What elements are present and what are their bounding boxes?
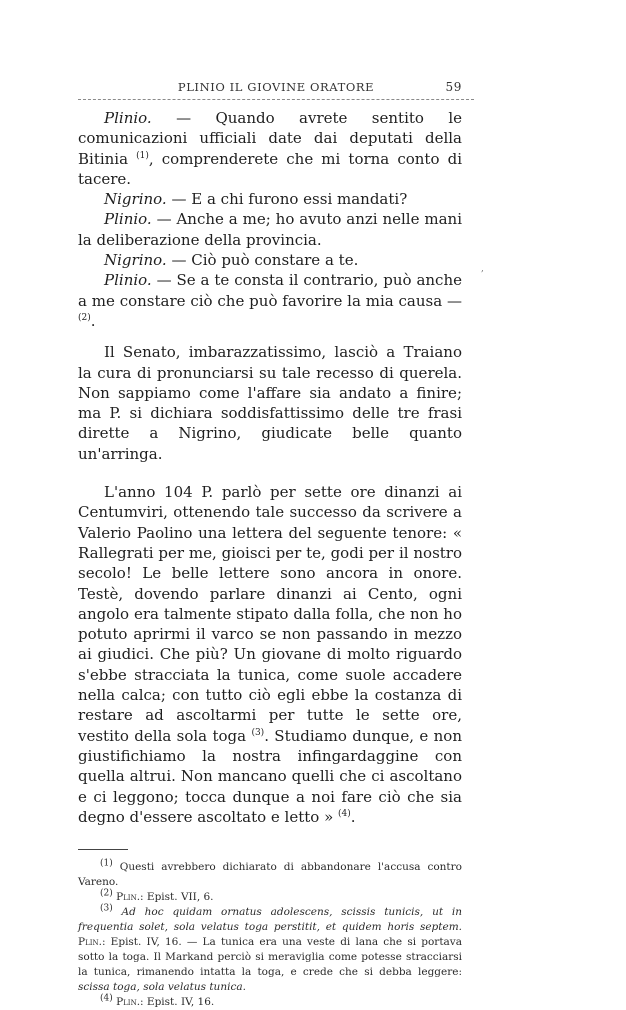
- paragraph-gap: [78, 464, 462, 482]
- footnote-text: Questi avrebbero dichiarato di abbandonare l'accusa contro Vareno.: [78, 861, 462, 889]
- paragraph-centumviri: [78, 482, 462, 827]
- paragraph-text: L'anno 104 P. parlò per sette ore dinanzi ai Centumviri, ottenendo tale successo da scrivere a Valerio Paolino una lettera del seguente tenore: « Rallegrati per me, gioisci per te, godi per il nostro secolo! Le belle lettere sono ancora in onore. Testè, dovendo parlare dinanzi ai Cento, ogni angolo era talmente stipato dalla folla, che non ho potuto aprirmi il varco se non passando in mezzo ai giudici. Che più? Un giovane di molto riguardo s'ebbe stracciata la tunica, come suole accadere nella calca; con tutto ciò egli ebbe la costanza di restare ad ascoltarmi per tutte le sette ore, vestito della sola toga: [78, 483, 462, 745]
- footnote-emendation: scissa toga, sola velatus tunica: [78, 981, 243, 994]
- footnote-ref: (1): [136, 150, 149, 161]
- footnote-number: (2): [100, 888, 113, 899]
- footnote-text: .: [242, 981, 246, 994]
- dialogue-line: [78, 108, 462, 189]
- footnote-ref: (2): [78, 312, 91, 323]
- footnote-number: (3): [100, 903, 113, 914]
- dialogue-text: — Se a te consta il contrario, può anche a me constare ciò che può favorire la mia causa —: [78, 271, 462, 310]
- header-title: PLINIO IL GIOVINE ORATORE: [177, 80, 375, 94]
- dialogue-text: — Ciò può constare a te.: [166, 251, 359, 270]
- speaker: Nigrino.: [104, 251, 167, 270]
- paragraph-gap: [78, 331, 462, 342]
- footnote-abbr: Plin.: [78, 936, 102, 949]
- footnote-2: [78, 890, 462, 905]
- dialogue-text: — Quando avrete sentito le comunicazioni ufficiali date dai deputati della Bitinia: [78, 109, 462, 168]
- dialogue-line: [78, 250, 462, 270]
- dialogue-line: [78, 209, 462, 250]
- paragraph-senato: Il Senato, imbarazzatissimo, lasciò a Traiano la cura di pronunciarsi su tale recesso di querela. Non sappiamo come l'affare sia andato a finire; ma P. si dichiara soddisfattissimo delle tre frasi dirette a Nigrino, giudicate belle quanto un'arringa.: [78, 343, 462, 463]
- footnotes: [78, 860, 462, 1010]
- paragraph-text: .: [350, 807, 356, 826]
- margin-mark: ,: [481, 264, 484, 274]
- footnote-text: : Epist. IV, 16.: [140, 996, 215, 1009]
- dialogue-line: [78, 270, 462, 331]
- footnote-3: [78, 905, 462, 995]
- paragraph-text: . Studiamo dunque, e non giustifichiamo la nostra infingardaggine con quella altrui. Non mancano quelli che ci ascoltano e ci leggono; tocca dunque a noi fare ciò che sia degno d'essere ascoltato e letto »: [78, 726, 462, 826]
- dialogue-text: .: [90, 311, 96, 330]
- footnote-4: [78, 995, 462, 1010]
- footnote-abbr: Plin.: [116, 891, 141, 904]
- footnote-1: [78, 860, 462, 890]
- footnote-rule: [78, 849, 128, 850]
- dialogue-line: [78, 189, 462, 209]
- speaker: Plinio.: [104, 109, 152, 127]
- footnote-ref-text: : Epist. IV, 16.: [101, 936, 182, 949]
- footnote-text: : Epist. VII, 6.: [140, 891, 214, 904]
- speaker: Plinio.: [104, 210, 152, 229]
- speaker: Plinio.: [104, 271, 152, 290]
- footnote-ref: (4): [338, 808, 351, 819]
- page-number: 59: [445, 80, 462, 94]
- footnote-number: (1): [100, 858, 113, 869]
- footnote-number: (4): [100, 993, 113, 1004]
- speaker: Nigrino.: [104, 190, 167, 209]
- footnote-abbr: Plin.: [116, 996, 141, 1009]
- dialogue-text: , comprenderete che mi torna conto di tacere.: [78, 149, 462, 188]
- footnote-text: — La tunica era una veste di lana che si portava sotto la toga. Il Markand perciò si meraviglia come potesse stracciarsi la tunica, rimanendo intatta la toga, e crede che si debba leggere:: [78, 936, 462, 979]
- dialogue-text: — Anche a me; ho avuto anzi nelle mani la deliberazione della provincia.: [78, 210, 462, 249]
- dialogue-text: — E a chi furono essi mandati?: [166, 190, 408, 209]
- running-header: [78, 77, 474, 100]
- footnote-latin-quote: Ad hoc quidam ornatus adolescens, scissis tunicis, ut in frequentia solet, sola velatus toga perstitit, et quidem horis septem.: [78, 906, 462, 934]
- page-body: [78, 108, 462, 1010]
- footnote-ref: (3): [251, 727, 265, 738]
